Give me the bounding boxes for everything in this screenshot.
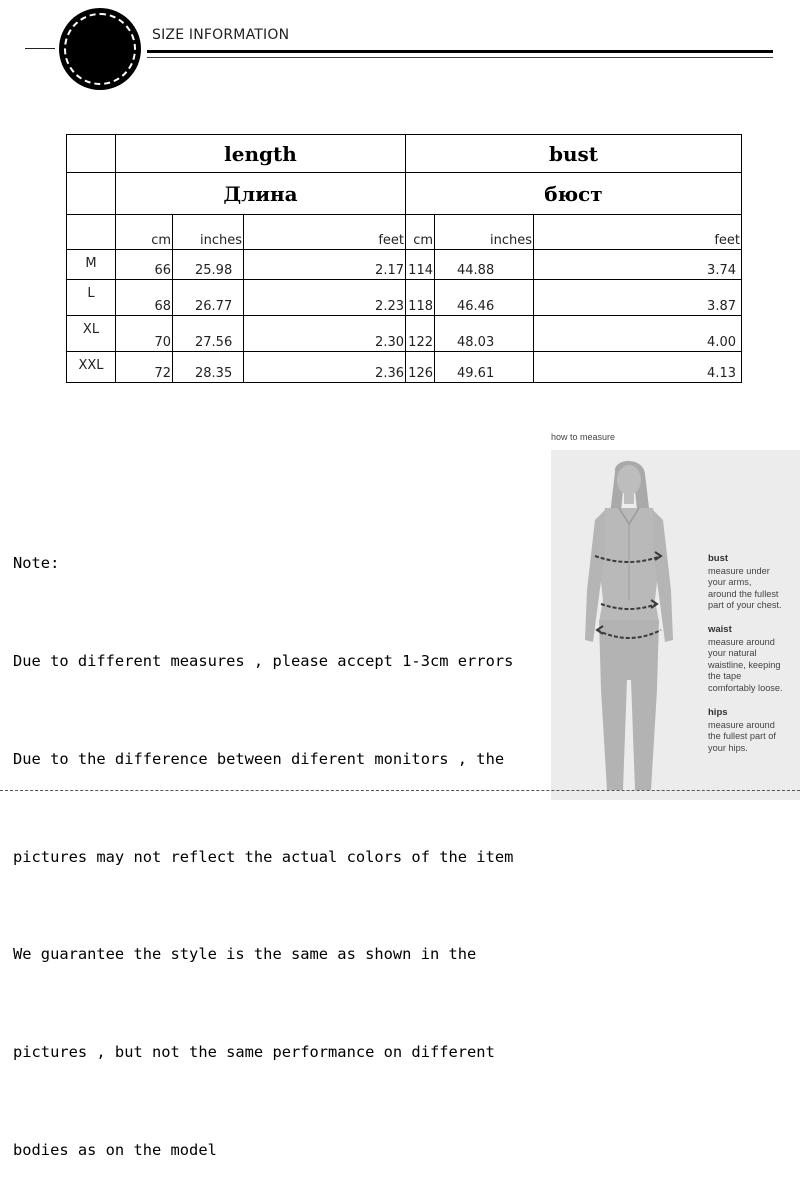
size-label: L <box>67 280 116 316</box>
table-row <box>67 250 742 280</box>
group-label-bust-ru: бюст <box>406 173 742 215</box>
desc-line: your natural <box>708 648 757 659</box>
header-rule-thick <box>147 50 773 53</box>
unit-inches: inches <box>173 215 244 250</box>
bust-feet: 4.13 <box>534 352 742 383</box>
bust-cm: 122 <box>406 316 435 352</box>
length-inches: 25.98 <box>173 250 244 280</box>
how-to-measure-panel <box>551 450 800 800</box>
note-line: Due to different measures , please accept 1-3cm errors <box>13 651 514 670</box>
header-circle-emblem <box>59 8 141 90</box>
table-row <box>67 280 742 316</box>
waist-label: waist <box>708 624 732 635</box>
desc-line: part of your chest. <box>708 600 782 611</box>
how-to-measure-title: how to measure <box>551 432 616 442</box>
corner-cell <box>67 135 116 173</box>
size-label: M <box>67 250 116 280</box>
group-header-row-ru <box>67 173 742 215</box>
size-label: XXL <box>67 352 116 383</box>
note-line: We guarantee the style is the same as shown in the <box>13 945 477 964</box>
length-cm: 70 <box>116 316 173 352</box>
bust-inches: 48.03 <box>435 316 534 352</box>
length-cm: 72 <box>116 352 173 383</box>
bust-cm: 126 <box>406 352 435 383</box>
desc-line: around the fullest <box>708 588 779 599</box>
note-line: Note: <box>13 554 60 573</box>
bust-inches: 49.61 <box>435 352 534 383</box>
unit-inches: inches <box>435 215 534 250</box>
length-feet: 2.17 <box>244 250 406 280</box>
length-cm: 68 <box>116 280 173 316</box>
size-label: XL <box>67 316 116 352</box>
unit-cm: cm <box>406 215 435 250</box>
group-label-length: length <box>116 135 406 173</box>
desc-line: measure under <box>708 566 770 576</box>
desc-line: your hips. <box>708 742 748 753</box>
note-text <box>13 482 513 1199</box>
length-inches: 27.56 <box>173 316 244 352</box>
group-label-bust: bust <box>406 135 742 173</box>
desc-line: your arms, <box>708 577 752 588</box>
length-cm: 66 <box>116 250 173 280</box>
note-line: pictures , but not the same performance on different <box>13 1043 495 1062</box>
table-row <box>67 316 742 352</box>
unit-header-row <box>67 215 742 250</box>
hips-label: hips <box>708 707 728 718</box>
desc-line: the fullest part of <box>708 731 776 742</box>
corner-cell <box>67 173 116 215</box>
header-rule-thin <box>147 57 773 58</box>
desc-line: the tape <box>708 671 742 682</box>
bottom-dashed-divider <box>0 790 800 791</box>
bust-cm: 118 <box>406 280 435 316</box>
table-row <box>67 352 742 383</box>
bust-inches: 46.46 <box>435 280 534 316</box>
length-feet: 2.23 <box>244 280 406 316</box>
desc-line: comfortably loose. <box>708 682 783 693</box>
length-feet: 2.30 <box>244 316 406 352</box>
unit-feet: feet <box>244 215 406 250</box>
bust-description <box>708 566 800 612</box>
desc-line: measure around <box>708 720 775 730</box>
unit-cm: cm <box>116 215 173 250</box>
header-left-rule <box>25 48 55 49</box>
length-inches: 28.35 <box>173 352 244 383</box>
group-header-row-en <box>67 135 742 173</box>
size-chart-table <box>66 134 742 383</box>
waist-description <box>708 637 800 694</box>
bust-feet: 3.87 <box>534 280 742 316</box>
group-label-length-ru: Длина <box>116 173 406 215</box>
note-line: Due to the difference between diferent monitors , the <box>13 749 505 768</box>
length-feet: 2.36 <box>244 352 406 383</box>
desc-line: measure around <box>708 637 775 647</box>
bust-label: bust <box>708 553 729 564</box>
bust-cm: 114 <box>406 250 435 280</box>
bust-feet: 3.74 <box>534 250 742 280</box>
note-line: pictures may not reflect the actual colors of the item <box>13 847 514 866</box>
hips-description <box>708 720 800 754</box>
length-inches: 26.77 <box>173 280 244 316</box>
desc-line: waistline, keeping <box>708 659 781 670</box>
page-title: SIZE INFORMATION <box>152 27 290 43</box>
note-line: bodies as on the model <box>13 1140 217 1159</box>
bust-feet: 4.00 <box>534 316 742 352</box>
bust-inches: 44.88 <box>435 250 534 280</box>
corner-cell <box>67 215 116 250</box>
unit-feet: feet <box>534 215 742 250</box>
